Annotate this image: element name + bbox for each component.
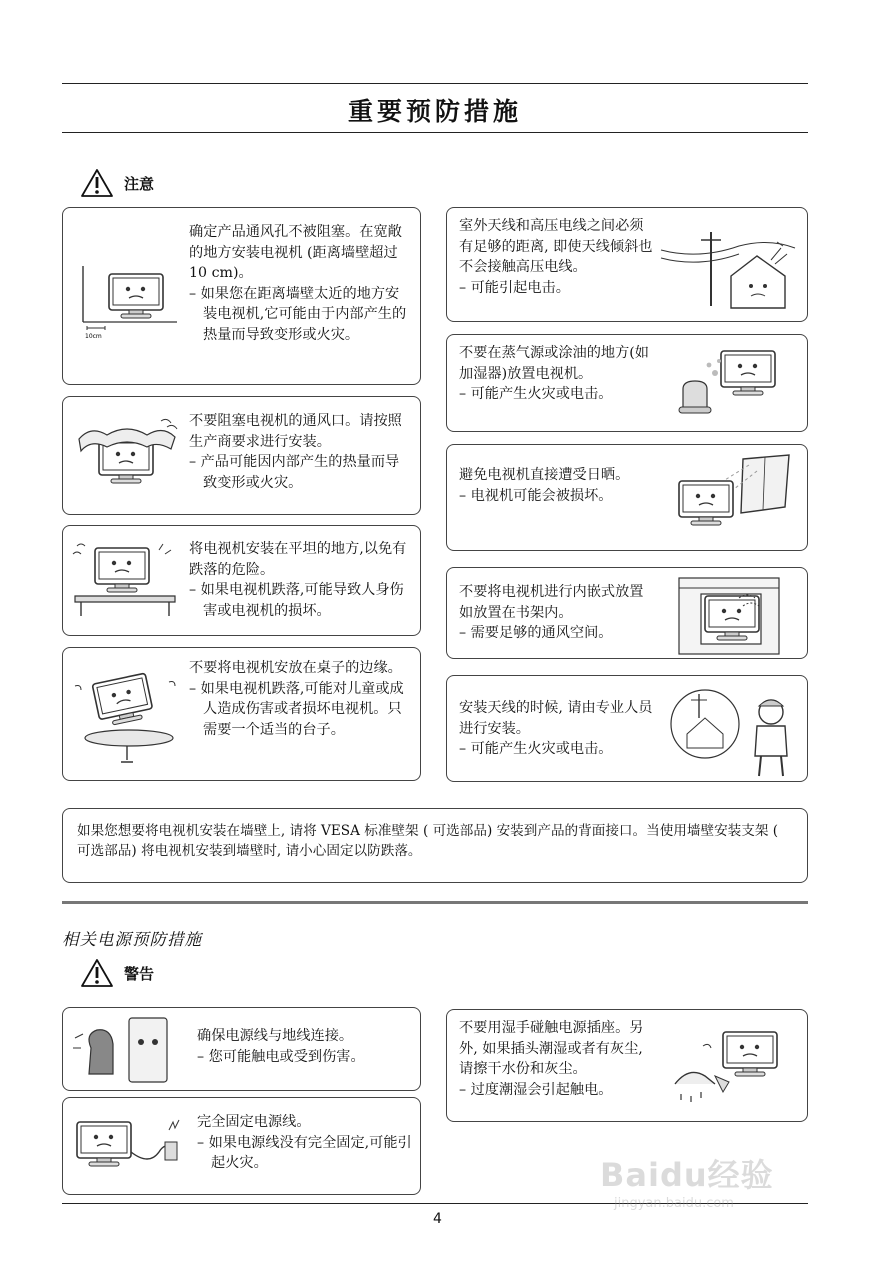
caution-main-text: 安装天线的时候, 请由专业人员进行安装。	[459, 700, 653, 737]
warning-header	[80, 958, 154, 988]
caution-header	[80, 168, 154, 198]
caution-box-antenna-power-line	[446, 207, 808, 322]
warning-text	[459, 1018, 655, 1100]
caution-text	[459, 216, 655, 298]
caution-text	[459, 343, 655, 405]
warning-dash-text: – 您可能触电或受到伤害。	[197, 1048, 365, 1065]
caution-dash-text: – 电视机可能会被损坏。	[459, 487, 613, 504]
caution-text	[189, 222, 413, 346]
title-rule	[62, 132, 808, 133]
caution-main-text: 不要将电视机安放在桌子的边缘。	[189, 660, 402, 676]
caution-dash-text: – 产品可能因内部产生的热量而导致变形或火灾。	[189, 454, 400, 491]
page-title: 重要预防措施	[347, 97, 522, 126]
tv-bookshelf-illustration	[669, 574, 799, 656]
caution-dash-text: – 可能引起电击。	[459, 279, 570, 296]
watermark-logo: Baidu经验	[600, 1156, 774, 1194]
tv-sunlight-illustration	[661, 451, 799, 545]
warning-dash-text: – 过度潮湿会引起触电。	[459, 1081, 613, 1098]
caution-dash-text: – 可能产生火灾或电击。	[459, 386, 613, 403]
caution-dash-text: – 如果电视机跌落,可能导致人身伤害或电视机的损坏。	[189, 582, 404, 619]
warning-triangle-icon	[80, 958, 114, 988]
antenna-power-line-illustration	[659, 220, 799, 312]
caution-box-sunlight	[446, 444, 808, 551]
caution-text	[189, 411, 413, 493]
caution-box-antenna-install	[446, 675, 808, 782]
caution-dash-text: – 如果电视机跌落,可能对儿童或成人造成伤害或者损坏电视机。只需要一个适当的台子。	[189, 680, 404, 738]
section-divider	[62, 901, 808, 904]
tv-loose-cord-illustration	[69, 1112, 183, 1188]
distance-label: 10cm	[85, 333, 102, 340]
caution-text	[189, 539, 413, 621]
tv-near-wall-illustration	[73, 260, 183, 340]
caution-box-flat-surface	[62, 525, 421, 636]
wet-hand-plug-illustration	[659, 1026, 799, 1110]
technician-antenna-illustration	[659, 684, 803, 780]
caution-main-text: 确定产品通风孔不被阻塞。在宽敞的地方安装电视机 (距离墙壁超过 10 cm)。	[189, 224, 402, 282]
caution-main-text: 室外天线和高压电线之间必须有足够的距离, 即使天线倾斜也不会接触高压电线。	[459, 218, 653, 276]
tv-humidifier-illustration	[669, 345, 799, 425]
watermark-url: jingyan.baidu.com	[614, 1196, 734, 1211]
tv-covered-cloth-illustration	[71, 415, 181, 495]
caution-dash-text: – 可能产生火灾或电击。	[459, 741, 613, 758]
wall-mount-note: 如果您想要将电视机安装在墙壁上, 请将 VESA 标准壁架 ( 可选部品) 安装到产品的背面接口。当使用墙壁安装支架 ( 可选部品) 将电视机安装到墙壁时, 请小心固定以防跌落。	[77, 823, 779, 859]
page-number: 4	[433, 1211, 442, 1227]
caution-main-text: 不要在蒸气源或涂油的地方(如加湿器)放置电视机。	[459, 345, 649, 382]
warning-main-text: 完全固定电源线。	[197, 1114, 311, 1130]
plug-ground-illustration	[71, 1014, 183, 1088]
caution-text	[189, 658, 413, 740]
caution-text	[459, 698, 655, 760]
warning-dash-text: – 如果电源线没有完全固定,可能引起火灾。	[197, 1134, 412, 1172]
warning-triangle-icon	[80, 168, 114, 198]
caution-box-steam-oil	[446, 334, 808, 432]
caution-main-text: 将电视机安装在平坦的地方,以免有跌落的危险。	[189, 541, 407, 578]
warning-box-ground	[62, 1007, 421, 1091]
caution-box-table-edge	[62, 647, 421, 781]
tv-unstable-stand-illustration	[69, 540, 181, 622]
caution-text	[459, 465, 655, 506]
caution-box-ventilation-distance	[62, 207, 421, 385]
caution-main-text: 不要阻塞电视机的通风口。请按照生产商要求进行安装。	[189, 413, 402, 450]
caution-main-text: 避免电视机直接遭受日晒。	[459, 467, 630, 483]
warning-main-text: 确保电源线与地线连接。	[197, 1028, 354, 1044]
caution-label: 注意	[124, 174, 155, 193]
warning-box-wet-hands	[446, 1009, 808, 1122]
caution-dash-text: – 需要足够的通风空间。	[459, 625, 613, 642]
caution-text	[459, 582, 655, 644]
tv-falling-illustration	[69, 664, 181, 768]
top-rule	[62, 83, 808, 84]
warning-main-text: 不要用湿手碰触电源插座。另外, 如果插头潮湿或者有灰尘, 请擦干水份和灰尘。	[459, 1020, 644, 1078]
caution-dash-text: – 如果您在距离墙壁太近的地方安装电视机,它可能由于内部产生的热量而导致变形或火灾。	[189, 285, 407, 343]
caution-box-built-in	[446, 567, 808, 659]
warning-label: 警告	[124, 964, 155, 983]
warning-text	[197, 1026, 413, 1067]
caution-main-text: 不要将电视机进行内嵌式放置如放置在书架内。	[459, 584, 644, 621]
warning-text	[197, 1112, 413, 1174]
power-section-title: 相关电源预防措施	[62, 930, 202, 949]
baidu-jingyan-watermark	[600, 1150, 870, 1260]
warning-box-cord-secure	[62, 1097, 421, 1195]
caution-box-block-vents	[62, 396, 421, 515]
wall-mount-note-box	[62, 808, 808, 883]
